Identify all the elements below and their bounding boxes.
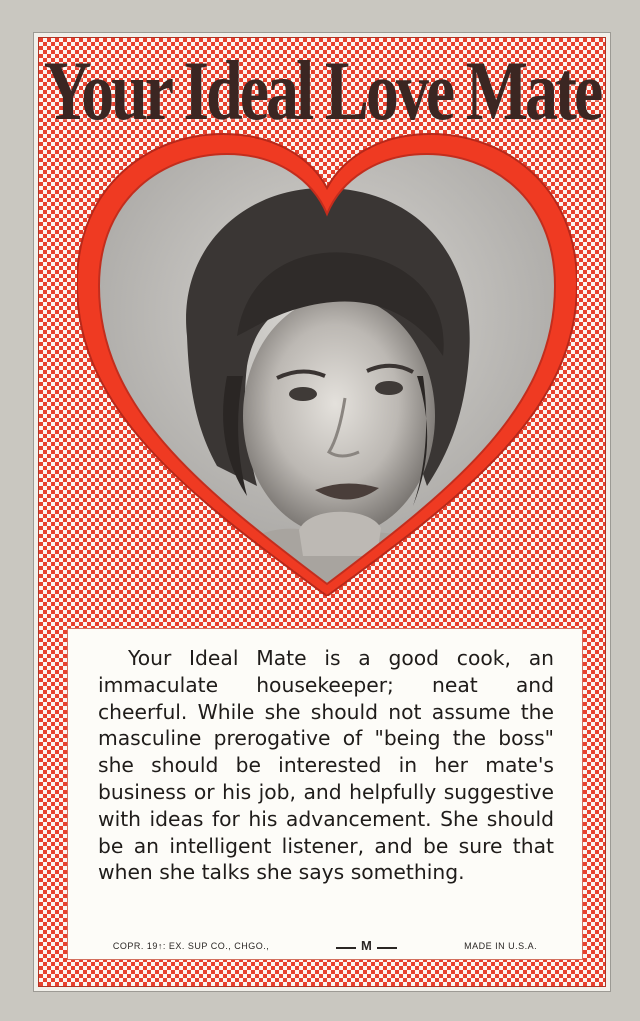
copyright-text: COPR. 19↑: EX. SUP CO., CHGO., bbox=[112, 940, 270, 951]
caption-text: Your Ideal Mate is a good cook, an immaculate housekeeper; neat and cheerful. While she should not assume the masculine prerogative of "being the boss" she should be interested in her mate's business or his job, and helpfully suggestive with ideas for his advancement. She should be an intelligent listener, and be sure that when she talks she says something. bbox=[98, 646, 554, 885]
card-title: Your Ideal Love Mate bbox=[43, 44, 601, 139]
dash-right bbox=[377, 947, 397, 949]
publisher-mark-letter: M bbox=[361, 938, 373, 953]
dash-left bbox=[336, 947, 356, 949]
heart-frame bbox=[77, 126, 577, 596]
caption-panel bbox=[67, 628, 583, 960]
houndstooth-frame bbox=[38, 37, 606, 987]
card-footer bbox=[68, 938, 582, 953]
publisher-mark bbox=[331, 938, 402, 953]
postcard bbox=[34, 33, 610, 991]
made-in-text: MADE IN U.S.A. bbox=[464, 940, 538, 951]
heart-svg bbox=[77, 126, 577, 596]
